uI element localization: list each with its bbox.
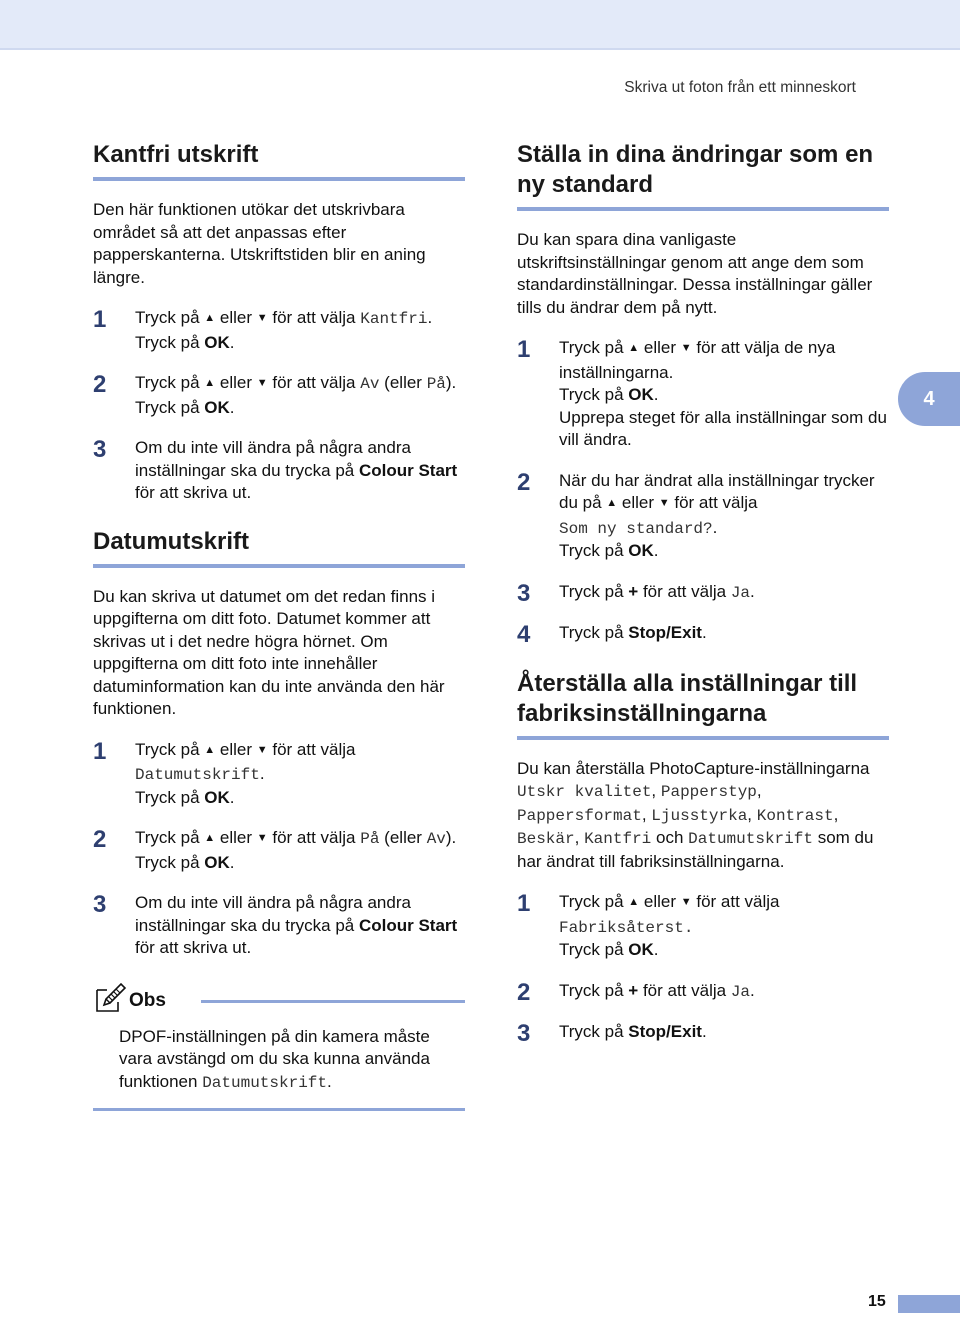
lcd-text: Datumutskrift — [688, 830, 813, 848]
step-number: 2 — [93, 826, 107, 853]
step-standard-2: 2 När du har ändrat alla inställningar trycker du på ▲ eller ▼ för att välja Som ny standard?. Tryck på OK. — [517, 468, 875, 560]
key-name: OK — [204, 852, 230, 872]
key-name: Colour Start — [358, 915, 458, 935]
up-arrow-icon: ▲ — [204, 377, 216, 389]
lcd-text: Ljusstyrka — [651, 806, 748, 825]
heading-fabriksinstallningar: Återställa alla inställningar till fabriksinställningarna — [517, 669, 889, 740]
key-name: OK — [628, 940, 654, 959]
up-arrow-icon: ▲ — [628, 342, 640, 354]
down-arrow-icon: ▼ — [256, 743, 268, 756]
lcd-text: Kontrast — [756, 806, 834, 825]
up-arrow-icon: ▲ — [606, 497, 618, 509]
down-arrow-icon: ▼ — [680, 342, 692, 354]
intro-datumutskrift: Du kan skriva ut datumet om det redan finns i uppgifterna om ditt foto. Datumet kommer att skrivas ut i det nedre högra hörnet. Om uppgifterna om ditt foto inte innehåller datuminformation kan du inte använda den här funktionen. — [93, 586, 445, 718]
lcd-text: Datumutskrift — [135, 766, 260, 784]
step-kantfri-1: 1 Tryck på ▲ eller ▼ för att välja Kantfri. Tryck på OK. — [93, 306, 433, 352]
step-number: 2 — [517, 978, 531, 1006]
down-arrow-icon: ▼ — [256, 312, 268, 324]
page-number-bar — [898, 1295, 960, 1313]
lcd-text: Papperstyp — [660, 783, 757, 801]
step-standard-4: 4 Tryck på Stop/Exit. — [517, 621, 707, 648]
step-kantfri-2: 2 Tryck på ▲ eller ▼ för att välja Av (eller På). Tryck på OK. — [93, 371, 457, 417]
step-number: 1 — [517, 890, 531, 917]
step-fabrik-1: 1 Tryck på ▲ eller ▼ för att välja Fabriksåterst. Tryck på OK. — [517, 890, 780, 959]
step-datum-3: 3 Om du inte vill ändra på några andra inställningar ska du trycka på Colour Start för att skriva ut. — [93, 891, 458, 957]
lcd-text: Ja — [730, 583, 751, 602]
key-name: OK — [628, 385, 654, 404]
down-arrow-icon: ▼ — [680, 896, 692, 908]
step-datum-1: 1 Tryck på ▲ eller ▼ för att välja Datumutskrift. Tryck på OK. — [93, 737, 356, 807]
note-rule — [201, 1000, 465, 1003]
up-arrow-icon: ▲ — [204, 312, 216, 324]
heading-ny-standard: Ställa in dina ändringar som en ny standard — [517, 140, 889, 211]
intro-ny-standard: Du kan spara dina vanligaste utskriftsinställningar genom att ange dem som standardinställningar. Dessa inställningar gäller tills du ändrar dem på nytt. — [517, 230, 873, 317]
note-title: Obs — [129, 989, 166, 1011]
heading-datumutskrift: Datumutskrift — [93, 527, 465, 568]
down-arrow-icon: ▼ — [256, 377, 268, 389]
lcd-text: Kantfri — [584, 830, 652, 848]
lcd-text: Ja — [730, 982, 751, 1001]
step-fabrik-3: 3 Tryck på Stop/Exit. — [517, 1020, 707, 1047]
lcd-text: Kantfri — [360, 310, 428, 328]
key-name: Stop/Exit — [628, 1022, 702, 1041]
step-number: 2 — [93, 371, 107, 398]
key-name: OK — [628, 541, 654, 560]
key-name: + — [628, 980, 639, 1000]
pencil-note-icon — [93, 982, 127, 1014]
lcd-text: På — [360, 830, 380, 848]
lcd-text: Utskr kvalitet — [517, 783, 652, 801]
lcd-text: Av — [360, 375, 380, 393]
up-arrow-icon: ▲ — [628, 896, 640, 908]
lcd-text: Av — [426, 830, 446, 848]
key-name: OK — [204, 787, 230, 807]
step-datum-2: 2 Tryck på ▲ eller ▼ för att välja På (eller Av). Tryck på OK. — [93, 826, 457, 872]
step-number: 1 — [93, 306, 107, 333]
top-band-rule — [0, 48, 960, 50]
lcd-text: Fabriksåterst. — [559, 918, 694, 937]
note-text: DPOF-inställningen på din kamera måste vara avstängd om du ska kunna använda funktionen Datumutskrift. — [119, 1026, 430, 1092]
key-name: Stop/Exit — [628, 623, 702, 642]
lcd-text: Som ny standard? — [559, 519, 713, 538]
up-arrow-icon: ▲ — [204, 743, 216, 756]
key-name: + — [628, 581, 639, 601]
lcd-text: Datumutskrift — [202, 1073, 328, 1092]
step-number: 1 — [93, 737, 107, 765]
step-number: 4 — [517, 621, 531, 648]
down-arrow-icon: ▼ — [256, 832, 268, 844]
right-column — [517, 140, 889, 1047]
lcd-text: Pappersformat — [517, 806, 642, 825]
chapter-tab: 4 — [898, 372, 960, 426]
step-standard-1: 1 Tryck på ▲ eller ▼ för att välja de nya inställningarna. Tryck på OK. Upprepa steget för alla inställningar som du vill ändra. — [517, 336, 887, 449]
page-number: 15 — [868, 1293, 886, 1310]
key-name: OK — [204, 332, 230, 352]
up-arrow-icon: ▲ — [204, 832, 216, 844]
running-head: Skriva ut foton från ett minneskort — [624, 79, 856, 96]
step-number: 3 — [93, 436, 107, 463]
note-bottom-rule — [93, 1108, 465, 1111]
down-arrow-icon: ▼ — [658, 497, 670, 509]
step-fabrik-2: 2 Tryck på + för att välja Ja. — [517, 978, 755, 1006]
step-standard-3: 3 Tryck på + för att välja Ja. — [517, 579, 755, 607]
step-number: 3 — [93, 891, 107, 918]
step-number: 1 — [517, 336, 531, 363]
note-header — [93, 986, 465, 1014]
step-number: 2 — [517, 468, 531, 496]
left-column — [93, 140, 465, 1111]
heading-kantfri: Kantfri utskrift — [93, 140, 465, 181]
key-name: Colour Start — [358, 460, 458, 480]
intro-fabriksinstallningar: Du kan återställa PhotoCapture-inställningarna Utskr kvalitet, Papperstyp, Pappersformat, Ljusstyrka, Kontrast, Beskär, Kantfri och Datumutskrift som du har ändrat till fabriksinställningarna. — [517, 758, 874, 871]
step-number: 3 — [517, 579, 531, 607]
step-kantfri-3: 3 Om du inte vill ändra på några andra inställningar ska du trycka på Colour Start för att skriva ut. — [93, 436, 458, 502]
intro-kantfri: Den här funktionen utökar det utskrivbara området så att det anpassas efter papperskanterna. Utskriftstiden blir en aning längre. — [93, 200, 426, 287]
lcd-text: På — [426, 375, 446, 393]
lcd-text: Beskär — [517, 830, 575, 848]
step-number: 3 — [517, 1020, 531, 1047]
key-name: OK — [204, 397, 230, 417]
top-band — [0, 0, 960, 48]
note-box — [93, 986, 465, 1112]
